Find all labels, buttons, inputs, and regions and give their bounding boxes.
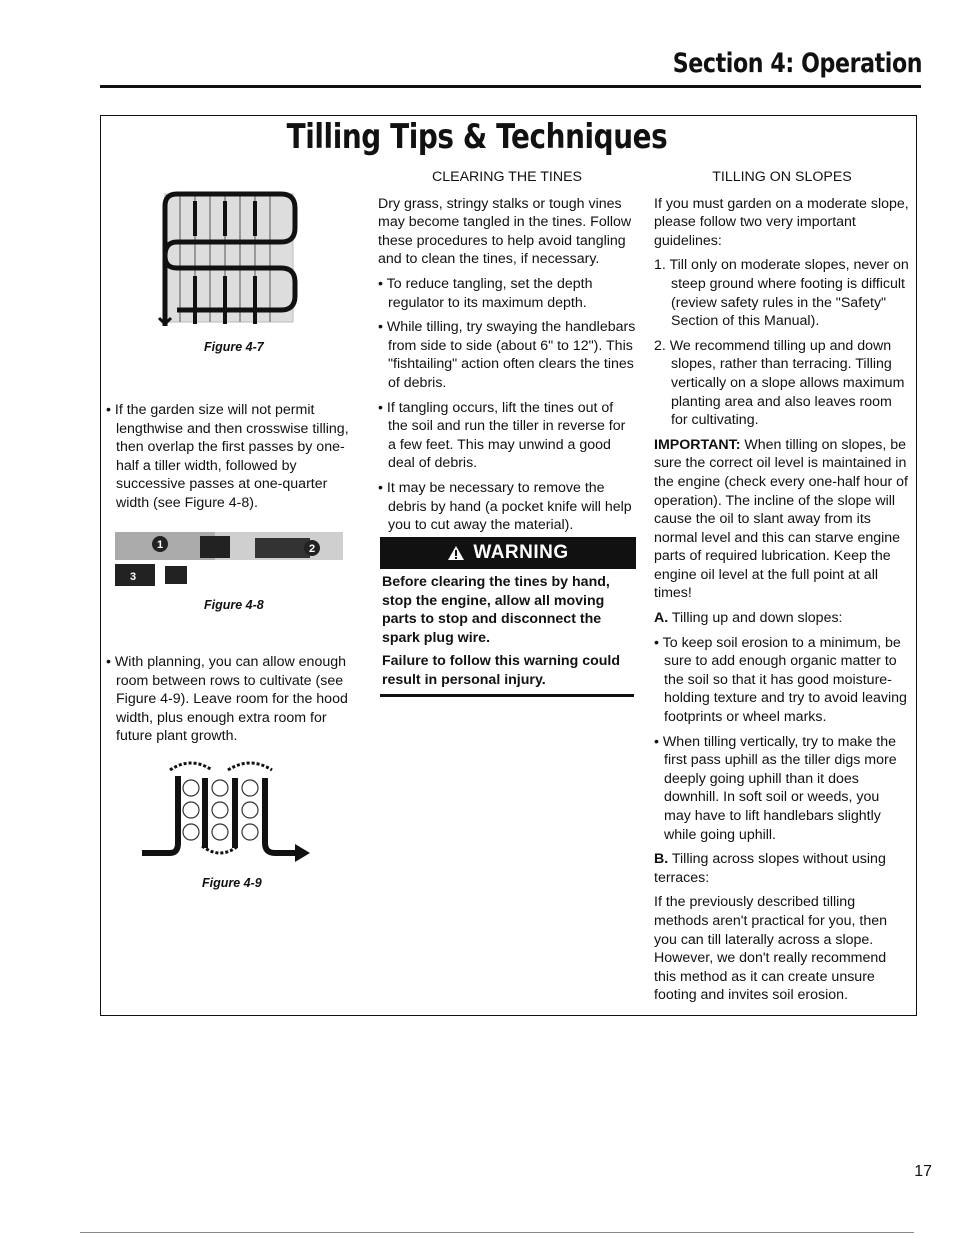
slopes-guideline-1: 1. Till only on moderate slopes, never on steep ground where footing is difficult (review safety rules in the "Safety" Section of this Manual). (654, 257, 909, 330)
warning-triangle-icon (447, 545, 465, 561)
section-a-text: Tilling up and down slopes: (668, 610, 843, 627)
clearing-bullet-2: • While tilling, try swaying the handlebars from side to side (about 6" to 12"). This "fishtailing" action often clears the tines of debris. (378, 319, 636, 391)
slopes-a-bullet-2: • When tilling vertically, try to make the first pass uphill as the tiller digs more deeply going uphill than it does downhill. In soft soil or weeds, you may have to lift handlebars slightly while going uphill. (654, 733, 897, 843)
clearing-bullet-3: • If tangling occurs, lift the tines out of the soil and run the tiller in reverse for a few feet. This may unwind a good deal of debris. (378, 399, 626, 472)
important-text: When tilling on slopes, be sure the correct oil level is maintained in the engine (check every one-half hour of operation). The incline of the slope will cause the oil to slant away from its normal level and this can starve engine parts of required lubrication. Keep the engine oil level at the full point at all times! (654, 436, 908, 602)
page-title: Tilling Tips & Techniques (286, 117, 668, 157)
section-a-label: A. (654, 610, 669, 627)
slopes-guideline-2: 2. We recommend tilling up and down slopes, rather than terracing. Tilling vertically on a slope allows maximum planting area and also leaves room for cultivating. (654, 337, 905, 429)
figure-4-9-illustration (140, 758, 320, 873)
bullet-overlap: • If the garden size will not permit lengthwise and then crosswise tilling, then overlap the first passes by one-half a tiller width, followed by successive passes at one-quarter width (see Figure 4-8). (106, 402, 349, 511)
section-b-label: B. (654, 851, 669, 868)
left-column (106, 401, 354, 519)
clearing-bullet-1: • To reduce tangling, set the depth regulator to its maximum depth. (378, 275, 593, 311)
middle-column (378, 168, 636, 541)
figure-4-8-caption: Figure 4-8 (204, 598, 264, 612)
clearing-tines-intro: Dry grass, stringy stalks or tough vines may become tangled in the tines. Follow these procedures to help avoid tangling and to clean the tines, if necessary. (378, 195, 632, 268)
right-column (654, 168, 910, 1011)
section-b-heading (654, 850, 910, 887)
figure-4-9-caption: Figure 4-9 (202, 876, 262, 890)
left-column-lower (106, 653, 354, 752)
important-note (654, 436, 910, 603)
warning-banner (380, 537, 636, 569)
bottom-rule (80, 1232, 914, 1233)
section-a-heading (654, 609, 910, 628)
figure-4-8-label-1: 1 (156, 539, 164, 551)
warning-text-2: Failure to follow this warning could result in personal injury. (382, 653, 621, 688)
figure-4-8-label-2: 2 (308, 543, 316, 555)
bullet-planning: • With planning, you can allow enough room between rows to cultivate (see Figure 4-9). Leave room for the hood width, plus enough extra room for future plant growth. (106, 654, 348, 745)
section-b-paragraph: If the previously described tilling methods aren't practical for you, then you can till laterally across a slope. However, we don't really recommend this method as it can create unsure footing and invites soil erosion. (654, 894, 887, 1004)
section-title: Section 4: Operation (672, 48, 922, 79)
figure-4-7-illustration (155, 186, 305, 334)
figure-4-7-caption: Figure 4-7 (204, 340, 264, 354)
warning-label: WARNING (473, 542, 569, 563)
warning-rule (380, 694, 634, 697)
warning-text-1: Before clearing the tines by hand, stop the engine, allow all moving parts to stop and disconnect the spark plug wire. (382, 574, 610, 646)
header-rule (100, 85, 921, 88)
section-b-text: Tilling across slopes without using terraces: (654, 851, 886, 886)
figure-4-8-label-3: 3 (129, 571, 137, 583)
clearing-bullet-4: • It may be necessary to remove the debris by hand (a pocket knife will help you to cut away the material). (378, 479, 632, 534)
page-number: 17 (914, 1163, 932, 1180)
important-label: IMPORTANT: (654, 436, 741, 453)
figure-4-8-illustration (115, 532, 345, 592)
slopes-a-bullet-1: • To keep soil erosion to a minimum, be sure to add enough organic matter to the soil so that it has good moisture-holding texture and try to avoid leaving footprints or wheel marks. (654, 634, 907, 726)
slopes-heading: TILLING ON SLOPES (712, 169, 852, 185)
clearing-tines-heading: CLEARING THE TINES (431, 169, 583, 185)
slopes-intro: If you must garden on a moderate slope, please follow two very important guidelines: (654, 195, 909, 249)
